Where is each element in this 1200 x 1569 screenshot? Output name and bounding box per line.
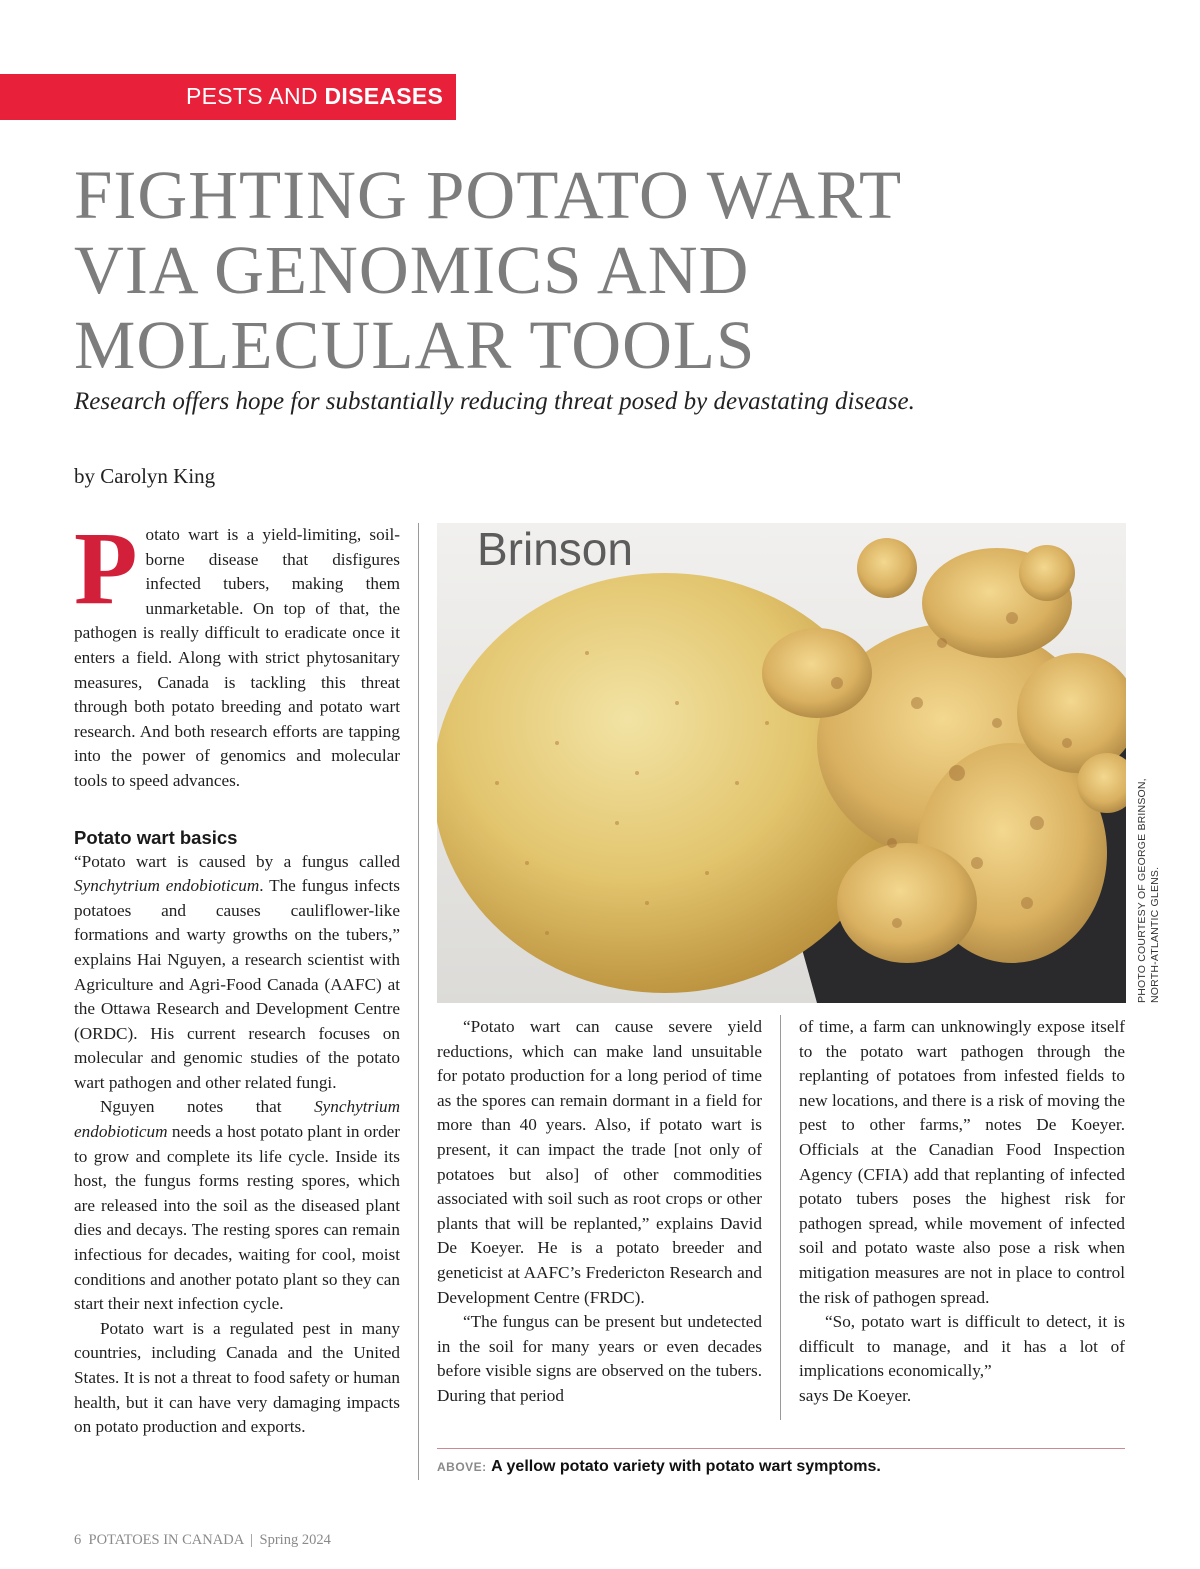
title-line-3: MOLECULAR TOOLS [74, 307, 756, 383]
article-subtitle: Research offers hope for substantially reducing threat posed by devastating disease. [74, 388, 915, 415]
title-line-2: VIA GENOMICS AND [74, 232, 750, 308]
column-divider [780, 1015, 781, 1420]
page-footer [74, 1532, 331, 1549]
title-line-1: FIGHTING POTATO WART [74, 157, 903, 233]
article-title [74, 158, 1074, 383]
intro-paragraph: Potato wart is a yield-limiting, soil-borne disease that disfigures infected tubers, making them unmarketable. On top of that, the pathogen is really difficult to eradicate once it enters a field. Along with strict phytosanitary measures, Canada is tackling this threat through both potato breeding and potato wart research. And both research efforts are tapping into the power of genomics and molecular tools to speed advances. [74, 511, 400, 790]
magazine-name: POTATOES IN CANADA [88, 1532, 244, 1548]
section-label: PESTS AND DISEASES [186, 83, 444, 109]
footer-separator: | [250, 1532, 253, 1548]
paragraph: “The fungus can be present but undetected in the soil for many years or even decades before visible signs are observed on the tubers. During that period [437, 1312, 762, 1405]
caption-rule [437, 1448, 1125, 1449]
paragraph: Potato wart is a regulated pest in many countries, including Canada and the United States. It is not a threat to food safety or human health, but it can have very damaging impacts on potato production and exports. [74, 1318, 401, 1437]
issue-date: Spring 2024 [259, 1532, 331, 1548]
photo-credit: PHOTO COURTESY OF GEORGE BRINSON, NORTH-ATLANTIC GLENS. [1136, 778, 1161, 1003]
section-banner [0, 74, 456, 120]
paragraph: Nguyen notes that Synchytrium endobioticum needs a host potato plant in order to grow and complete its life cycle. Inside its host, the fungus forms resting spores, which are released into the soil as the diseased plant dies and decays. The resting spores can remain infectious for decades, waiting for cool, moist conditions and another potato plant so they can start their next infection cycle. [74, 1097, 401, 1314]
column-divider [418, 523, 419, 1480]
page-number: 6 [74, 1532, 82, 1548]
potato-wart-photo [437, 523, 1126, 1003]
photo-caption [437, 1458, 1137, 1476]
caption-lead: ABOVE: [437, 1460, 487, 1474]
paragraph: “Potato wart can cause severe yield reductions, which can make land unsuitable for potato production for a long period of time as the spores can remain dormant in a field for more than 40 years. Also, if potato wart is present, it can impact the trade [not only of potatoes but also] of other commodities associated with soil such as root crops or other plants that will be replanted,” explains David De Koeyer. He is a potato breeder and geneticist at AAFC’s Fredericton Research and Development Centre (FRDC). [437, 1017, 762, 1307]
byline: by Carolyn King [74, 464, 216, 488]
caption-text: A yellow potato variety with potato wart symptoms. [491, 1458, 881, 1475]
subheading: Potato wart basics [74, 826, 238, 848]
column-left [74, 511, 401, 1440]
paragraph: of time, a farm can unknowingly expose itself to the potato wart pathogen through the replanting of potatoes from infested fields to new locations, and there is a risk of moving the pest to other farms,” notes De Koeyer. Officials at the Canadian Food Inspection Agency (CFIA) add that replanting of infected potato tubers poses the highest risk for pathogen spread, while movement of infected soil and potato waste also pose a risk when mitigation measures are not in place to control the risk of pathogen spread. [799, 1017, 1125, 1307]
paragraph: “Potato wart is caused by a fungus called Synchytrium endobioticum. The fungus infects potatoes and causes cauliflower-like formations and warty growths on the tubers,” explains Hai Nguyen, a research scientist with Agriculture and Agri-Food Canada (AAFC) at the Ottawa Research and Development Centre (ORDC). His current research focuses on molecular and genomic studies of the potato wart pathogen and other related fungi. [74, 851, 400, 1092]
photo-sign-text: Brinson [477, 523, 633, 575]
column-middle [437, 1015, 762, 1409]
drop-cap: P [74, 511, 138, 626]
column-right [799, 1015, 1125, 1409]
paragraph-end: says De Koeyer. [799, 1385, 912, 1405]
paragraph: “So, potato wart is difficult to detect, it is difficult to manage, and it has a lot of implications economically,” [799, 1312, 1125, 1381]
